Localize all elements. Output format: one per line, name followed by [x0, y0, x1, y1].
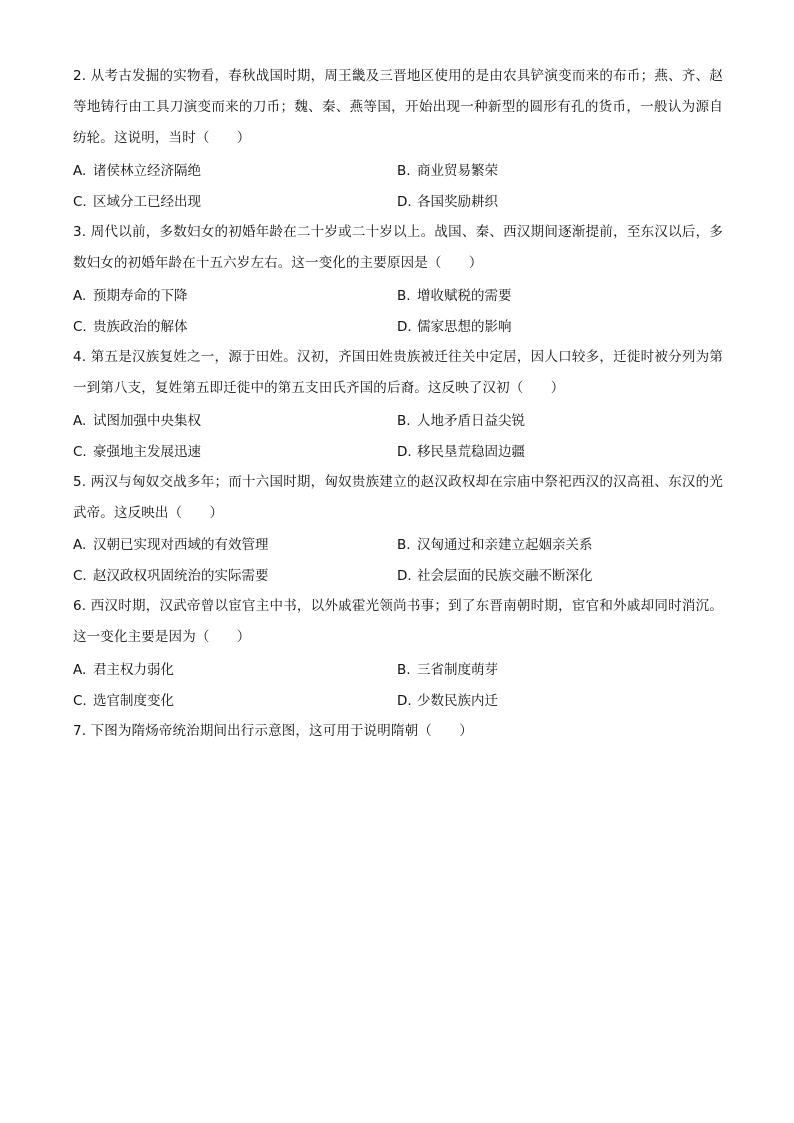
question-text: 下图为隋炀帝统治期间出行示意图，这可用于说明隋朝（ ）	[90, 723, 473, 739]
option-letter: D.	[397, 194, 412, 210]
question-6-option-d	[397, 691, 498, 711]
option-text: 移民垦荒稳固边疆	[417, 444, 525, 460]
question-6-option-c	[73, 691, 174, 711]
option-letter: A.	[73, 163, 87, 179]
question-3-option-d	[397, 317, 512, 337]
question-3-option-c	[73, 317, 188, 337]
question-number: 3.	[73, 224, 87, 240]
question-2-option-d	[397, 192, 498, 212]
option-letter: A.	[73, 288, 87, 304]
question-text: 从考古发掘的实物看，春秋战国时期，周王畿及三晋地区使用的是由农具铲演变而来的布币；燕、齐、赵等地铸行由工具刀演变而来的刀币；魏、秦、燕等国，开始出现一种新型的圆形有孔的货币，一般认为源自纺轮。这说明，当时（ ）	[73, 68, 723, 146]
option-letter: B.	[397, 413, 411, 429]
option-letter: D.	[397, 693, 412, 709]
option-letter: D.	[397, 319, 412, 335]
option-text: 少数民族内迁	[417, 693, 498, 709]
question-5-option-b	[397, 535, 593, 555]
question-3-stem	[73, 217, 723, 279]
question-text: 周代以前，多数妇女的初婚年龄在二十岁或二十岁以上。战国、秦、西汉期间逐渐提前，至东汉以后，多数妇女的初婚年龄在十五六岁左右。这一变化的主要原因是（ ）	[73, 224, 723, 271]
question-2-option-a	[73, 161, 201, 181]
option-text: 汉匈通过和亲建立起姻亲关系	[417, 537, 593, 553]
option-text: 预期寿命的下降	[93, 288, 188, 304]
option-letter: C.	[73, 568, 87, 584]
question-2-option-b	[397, 161, 498, 181]
question-5-stem	[73, 467, 723, 529]
option-letter: A.	[73, 662, 87, 678]
option-text: 汉朝已实现对西域的有效管理	[93, 537, 269, 553]
option-text: 豪强地主发展迅速	[93, 444, 201, 460]
option-text: 选官制度变化	[93, 693, 174, 709]
question-text: 第五是汉族复姓之一，源于田姓。汉初，齐国田姓贵族被迁往关中定居，因人口较多，迁徙时被分列为第一到第八支，复姓第五即迁徙中的第五支田氏齐国的后裔。这反映了汉初（ ）	[73, 349, 723, 396]
question-7-stem	[73, 716, 723, 747]
question-number: 7.	[73, 723, 87, 739]
option-text: 诸侯林立经济隔绝	[93, 163, 201, 179]
question-4-stem	[73, 342, 723, 404]
question-number: 6.	[73, 598, 87, 614]
option-text: 儒家思想的影响	[417, 319, 512, 335]
option-letter: C.	[73, 319, 87, 335]
question-number: 2.	[73, 68, 87, 84]
option-text: 区域分工已经出现	[93, 194, 201, 210]
question-6-option-b	[397, 660, 498, 680]
option-text: 增收赋税的需要	[417, 288, 512, 304]
option-text: 君主权力弱化	[93, 662, 174, 678]
option-letter: D.	[397, 444, 412, 460]
option-letter: C.	[73, 693, 87, 709]
question-3-option-b	[397, 286, 512, 306]
option-text: 人地矛盾日益尖锐	[417, 413, 525, 429]
option-text: 赵汉政权巩固统治的实际需要	[93, 568, 269, 584]
option-text: 商业贸易繁荣	[417, 163, 498, 179]
option-text: 各国奖励耕织	[417, 194, 498, 210]
question-4-option-d	[397, 442, 525, 462]
question-number: 5.	[73, 474, 87, 490]
option-text: 三省制度萌芽	[417, 662, 498, 678]
option-letter: A.	[73, 413, 87, 429]
option-letter: C.	[73, 444, 87, 460]
question-4-option-a	[73, 411, 201, 431]
question-2-stem	[73, 61, 723, 154]
option-letter: A.	[73, 537, 87, 553]
question-4-option-c	[73, 442, 201, 462]
question-number: 4.	[73, 349, 87, 365]
option-text: 社会层面的民族交融不断深化	[417, 568, 593, 584]
option-letter: B.	[397, 662, 411, 678]
question-text: 两汉与匈奴交战多年；而十六国时期，匈奴贵族建立的赵汉政权却在宗庙中祭祀西汉的汉高祖、东汉的光武帝。这反映出（ ）	[73, 474, 723, 521]
question-6-stem	[73, 591, 723, 653]
option-letter: B.	[397, 288, 411, 304]
option-letter: C.	[73, 194, 87, 210]
question-3-option-a	[73, 286, 188, 306]
question-5-option-a	[73, 535, 269, 555]
question-2-option-c	[73, 192, 201, 212]
option-text: 贵族政治的解体	[93, 319, 188, 335]
question-text: 西汉时期，汉武帝曾以宦官主中书，以外戚霍光领尚书事；到了东晋南朝时期，宦官和外戚却同时消沉。这一变化主要是因为（ ）	[73, 598, 723, 645]
option-text: 试图加强中央集权	[93, 413, 201, 429]
question-6-option-a	[73, 660, 174, 680]
question-5-option-c	[73, 566, 269, 586]
question-4-option-b	[397, 411, 525, 431]
option-letter: B.	[397, 537, 411, 553]
question-5-option-d	[397, 566, 593, 586]
option-letter: D.	[397, 568, 412, 584]
option-letter: B.	[397, 163, 411, 179]
